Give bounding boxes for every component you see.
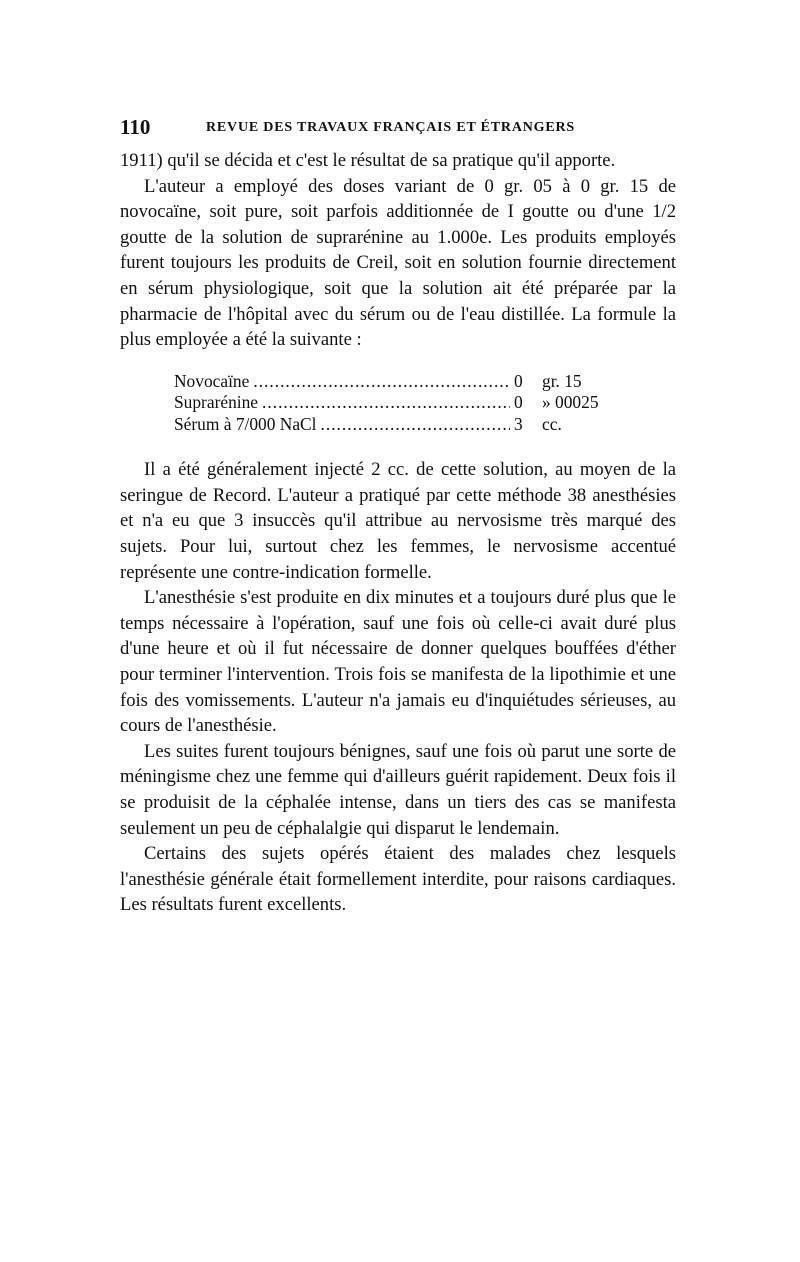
page-number: 110 [120,115,151,139]
paragraph-doses: L'auteur a employé des doses variant de 0 gr. 05 à 0 gr. 15 de novocaïne, soit pure, soit parfois additionnée de I goutte ou d'une 1/2 goutte de la solution de suprarénine au 1.000e. Les produits employés furent toujours les produits de Creil, soit en solution fournie directement en sérum physiologique, soit que la solution ait été préparée par la pharmacie de l'hôpital avec du sérum ou de l'eau distillée. La formule la plus employée a été la suivante : [120,175,676,351]
formula-row [174,392,634,414]
paragraph-aftereffects: Les suites furent toujours bénignes, sauf une fois où parut une sorte de méningisme chez une femme qui d'ailleurs guérit rapidement. Deux fois il se produisit de la céphalée intense, dans un tiers des cas se manifesta seulement un peu de céphalalgie qui disparut le lendemain. [120,740,676,839]
formula-ingredient: Sérum à 7/000 NaCl [174,413,317,434]
paragraph-anesthesia: L'anesthésie s'est produite en dix minutes et a toujours duré plus que le temps nécessaire à l'opération, sauf une fois où celle-ci avait duré plus d'une heure et où il fut nécessaire de donner quelques bouffées d'éther pour terminer l'intervention. Trois fois se manifesta de la lipothimie et une fois des vomissements. L'auteur n'a jamais eu d'inquiétudes sérieuses, au cours de l'anesthésie. [120,587,676,737]
formula-unit: » 00025 [542,392,599,413]
formula-ingredient: Suprarénine [174,392,259,413]
formula-quantity: 0 [514,370,523,391]
journal-title: REVUE DES TRAVAUX FRANÇAIS ET ÉTRANGERS [206,120,575,135]
document-page [120,112,676,918]
formula-table [174,371,634,436]
formula-row [174,371,634,393]
formula-quantity: 0 [514,392,523,413]
formula-ingredient: Novocaïne [174,370,250,391]
formula-unit: gr. 15 [542,370,582,391]
formula-row [174,414,634,436]
paragraph-injection: Il a été généralement injecté 2 cc. de cette solution, au moyen de la seringue de Record. L'auteur a pratiqué par cette méthode 38 anesthésies et n'a eu que 3 insuccès qu'il attribue au nervosisme très marqué des sujets. Pour lui, surtout chez les femmes, le nervosisme accentué représente une contre-indication formelle. [120,459,676,583]
formula-quantity: 3 [514,413,523,434]
leader-dots [253,371,510,393]
running-header [120,112,676,142]
paragraph-continuation: 1911) qu'il se décida et c'est le résultat de sa pratique qu'il apporte. [120,150,616,171]
leader-dots [321,414,511,436]
leader-dots [262,392,510,414]
paragraph-results: Certains des sujets opérés étaient des malades chez lesquels l'anesthésie générale était formellement interdite, pour raisons cardiaques. Les résultats furent excellents. [120,843,676,916]
formula-unit: cc. [542,413,562,434]
